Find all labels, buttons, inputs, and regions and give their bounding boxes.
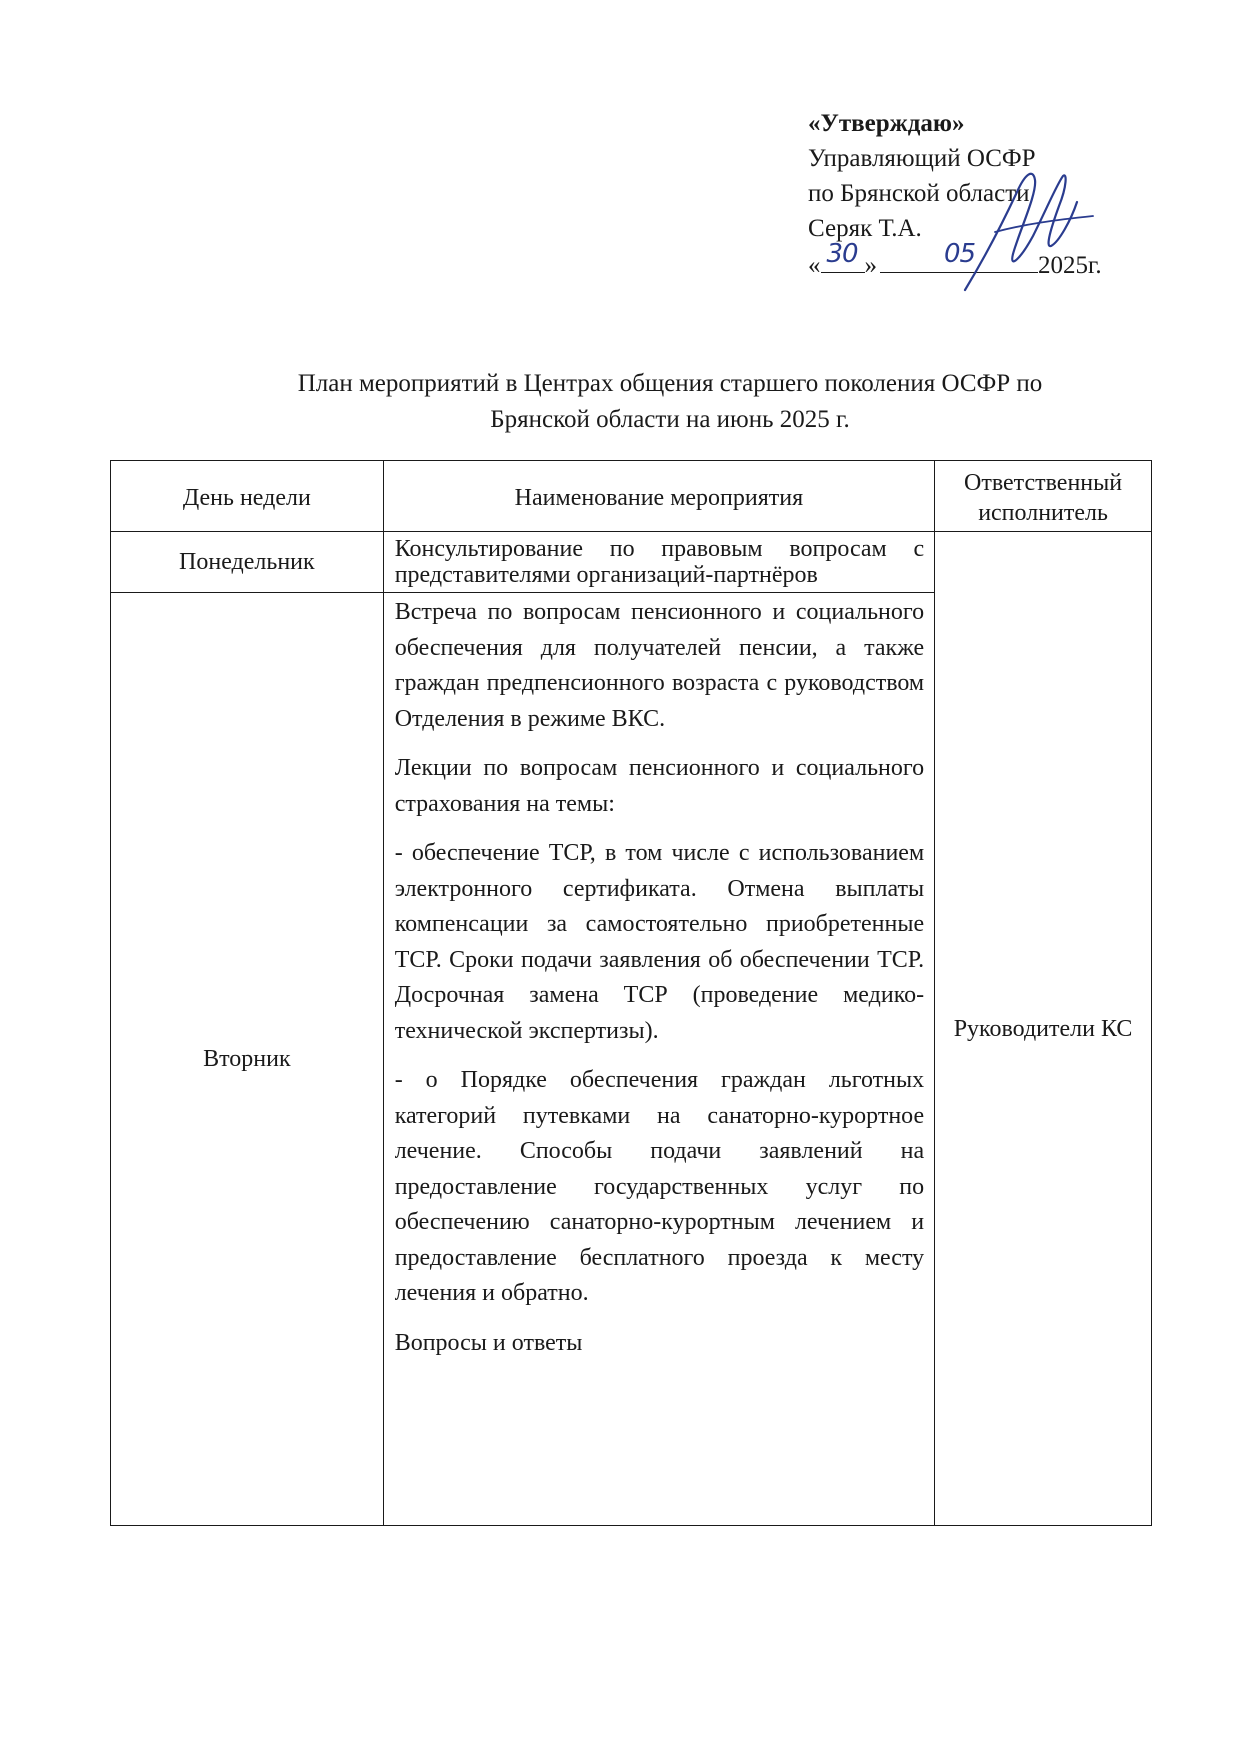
date-month: 05 [944,239,976,269]
row-day-tuesday: Вторник [111,593,384,1526]
date-day-blank [821,239,865,273]
approval-position-2: по Брянской области [808,180,1030,207]
events-table [110,460,1152,1526]
row-events-tuesday [383,593,934,1526]
responsible-cell: Руководители КС [935,532,1152,1526]
row-day-monday: Понедельник [111,532,384,593]
event-item: - обеспечение ТСР, в том числе с использованием электронного сертификата. Отмена выплаты компенсации за самостоятельно приобретенные ТСР. Сроки подачи заявления об обеспечении ТСР. Досрочная замена ТСР (проведение медико-технической экспертизы). [394,840,925,1044]
title-line-2: Брянской области на июнь 2025 г. [490,406,850,433]
date-year: 2025г. [1038,252,1102,279]
approval-position-1: Управляющий ОСФР [808,145,1036,172]
date-close-quote: » [864,252,877,279]
signature-image [955,162,1105,302]
date-day: 30 [826,239,858,269]
header-responsible: Ответственный исполнитель [935,461,1152,532]
event-item: - о Порядке обеспечения граждан льготных категорий путевками на санаторно-курортное лечение. Способы подачи заявлений на предоставление государственных услуг по обеспечению санаторно-курортным лечением и предоставление бесплатного проезда к месту лечения и обратно. [394,1067,925,1306]
date-open-quote: « [808,252,821,279]
document-title [190,366,1150,438]
row-event-monday: Консультирование по правовым вопросам с представителями организаций-партнёров [383,532,934,593]
event-item: Вопросы и ответы [394,1329,583,1356]
event-item: Встреча по вопросам пенсионного и социального обеспечения для получателей пенсии, а также граждан предпенсионного возраста с руководством Отделения в режиме ВКС. [394,599,925,732]
table-row [111,532,1152,593]
approval-heading: «Утверждаю» [808,110,965,137]
header-day: День недели [111,461,384,532]
approval-name: Серяк Т.А. [808,215,922,242]
table-header-row [111,461,1152,532]
title-line-1: План мероприятий в Центрах общения старшего поколения ОСФР по [297,370,1043,397]
event-item: Лекции по вопросам пенсионного и социального страхования на темы: [394,755,925,817]
header-event: Наименование мероприятия [383,461,934,532]
